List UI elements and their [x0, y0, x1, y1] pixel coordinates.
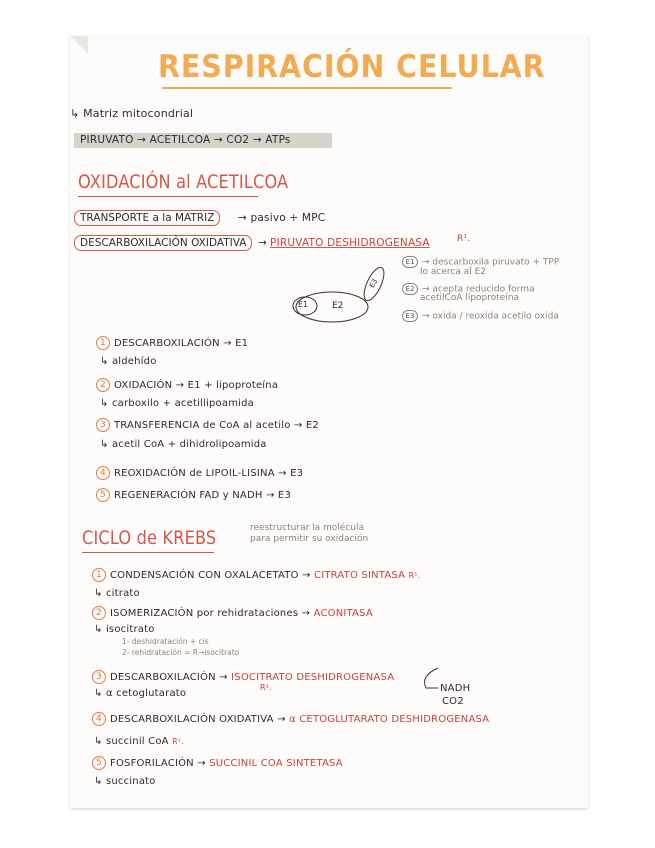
- page-title: RESPIRACIÓN CELULAR: [158, 49, 546, 85]
- krebs-step-4: 4 DESCARBOXILACIÓN OXIDATIVA → α CETOGLUTARATO DESHIDROGENASA: [92, 712, 489, 726]
- pdh-enzyme: PIRUVATO DESHIDROGENASA: [270, 237, 430, 249]
- krebs-step-2: 2 ISOMERIZACIÓN por rehidrataciones → ACONITASA: [92, 606, 373, 620]
- complex-note-3: E2 → acepta reducido forma: [402, 283, 535, 295]
- krebs-step-1-product: ↳ citrato: [94, 588, 140, 599]
- notebook-page: [70, 36, 588, 808]
- krebs-step-5-product: ↳ succinato: [94, 776, 156, 787]
- e1-label: E1: [298, 300, 309, 309]
- e2-label: E2: [332, 301, 344, 311]
- reaction-tag: R¹.: [457, 234, 471, 244]
- section-heading-krebs: CICLO de KREBS: [82, 527, 217, 549]
- transport-detail: → pasivo + MPC: [238, 212, 326, 224]
- co2-label: CO2: [442, 696, 464, 707]
- pdh-step-3-product: ↳ acetil CoA + dihidrolipoamida: [100, 439, 267, 450]
- flow-line: PIRUVATO → ACETILCOA → CO2 → ATPs: [80, 134, 291, 146]
- decarbox-arrow: →: [258, 237, 267, 249]
- krebs-step-2-product: ↳ isocitrato: [94, 624, 155, 635]
- pdh-step-5: 5 REGENERACIÓN FAD y NADH → E3: [96, 488, 291, 502]
- nadh-label: NADH: [440, 683, 471, 694]
- complex-note-2: lo acerca al E2: [420, 267, 486, 277]
- complex-note-1: E1 → descarboxila piruvato + TPP: [402, 256, 582, 268]
- isomer-note-2: 2- rehidratación = R→isocitrato: [122, 648, 240, 657]
- krebs-step-3: 3 DESCARBOXILACIÓN → ISOCITRATO DESHIDROGENASA: [92, 670, 394, 684]
- krebs-step-5: 5 FOSFORILACIÓN → SUCCINIL COA SINTETASA: [92, 756, 343, 770]
- e3-label: E3: [368, 277, 380, 290]
- subtitle: ↳ Matriz mitocondrial: [70, 107, 194, 120]
- krebs-step-1: 1 CONDENSACIÓN CON OXALACETATO → CITRATO SINTASA R¹.: [92, 568, 420, 582]
- decarbox-box: DESCARBOXILACIÓN OXIDATIVA: [74, 235, 252, 251]
- pdh-step-1: 1 DESCARBOXILACIÓN → E1: [96, 336, 248, 350]
- krebs-note-1: reestructurar la molécula: [250, 523, 365, 533]
- pdh-step-2-product: ↳ carboxilo + acetillipoamida: [100, 398, 254, 409]
- section-heading-oxidation: OXIDACIÓN al ACETILCOA: [78, 171, 289, 193]
- pdh-step-4: 4 REOXIDACIÓN de LIPOIL-LISINA → E3: [96, 466, 303, 480]
- nadh-branch: [70, 36, 588, 808]
- krebs-step-3-tag: R¹.: [260, 683, 272, 692]
- complex-note-4: acetilCoA lipoproteína: [420, 293, 520, 303]
- krebs-step-4-product: ↳ succinil CoA R¹.: [94, 736, 185, 747]
- krebs-note-2: para permitir su oxidación: [250, 534, 369, 544]
- pdh-step-3: 3 TRANSFERENCIA de CoA al acetilo → E2: [96, 418, 319, 432]
- pdh-step-2: 2 OXIDACIÓN → E1 + lipoproteína: [96, 378, 278, 392]
- transport-box: TRANSPORTE a la MATRIZ: [74, 210, 220, 226]
- isomer-note-1: 1- deshidratación + cis: [122, 637, 209, 646]
- krebs-step-3-product: ↳ α cetoglutarato: [94, 688, 187, 699]
- complex-note-5: E3 → oxida / reoxida acetilo oxida: [402, 310, 559, 322]
- pdh-step-1-product: ↳ aldehído: [100, 356, 157, 367]
